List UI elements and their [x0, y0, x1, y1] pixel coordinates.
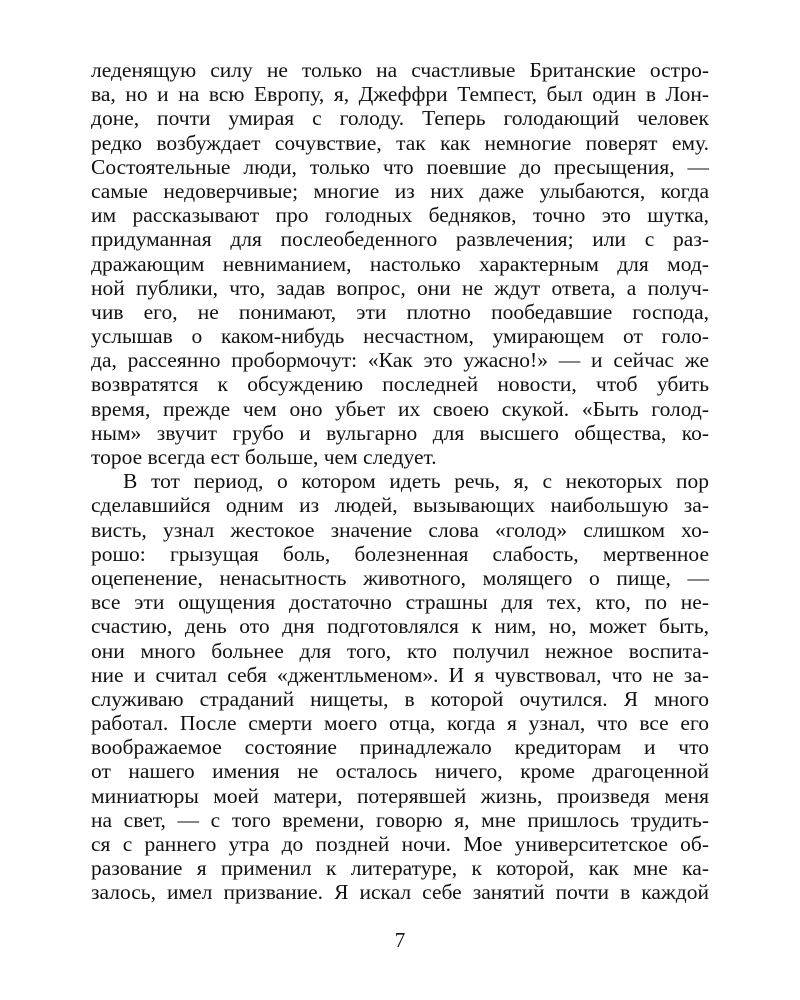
- text-line: миниатюры моей матери, потерявшей жизнь, произведя меня: [91, 783, 709, 808]
- text-line: доне, почти умирая с голоду. Теперь голодающий человек: [91, 106, 709, 131]
- text-line: возвратятся к обсуждению последней новости, чтоб убить: [91, 372, 709, 397]
- text-line: редко возбуждает сочувствие, так как немногие поверят ему.: [91, 130, 709, 155]
- page-number: 7: [394, 928, 406, 952]
- text-line: воображаемое состояние принадлежало кредиторам и что: [91, 735, 709, 760]
- text-line: рошо: грызущая боль, болезненная слабость, мертвенное: [91, 541, 709, 566]
- text-line: да, рассеянно пробормочут: «Как это ужасно!» — и сейчас же: [91, 348, 709, 373]
- text-line: время, прежде чем оно убьет их своею скукой. «Быть голод-: [91, 396, 709, 421]
- body-text: [91, 58, 709, 905]
- text-line: услышав о каком-нибудь несчастном, умирающем от голо-: [91, 324, 709, 349]
- text-line: придуманная для послеобеденного развлечения; или с раз-: [91, 227, 709, 252]
- text-line: леденящую силу не только на счастливые Британские остро-: [91, 58, 709, 82]
- paragraph-2: [91, 469, 709, 904]
- text-line: Состоятельные люди, только что поевшие до пресыщения, —: [91, 154, 709, 179]
- text-line: работал. После смерти моего отца, когда я узнал, что все его: [91, 711, 709, 736]
- text-line: все эти ощущения достаточно страшны для тех, кто, по не-: [91, 590, 709, 615]
- text-line: ся с раннего утра до поздней ночи. Мое университетское об-: [91, 832, 709, 856]
- text-line: от нашего имения не осталось ничего, кроме драгоценной: [91, 759, 709, 784]
- text-line: счастию, день ото дня подготовлялся к ним, но, может быть,: [91, 614, 709, 639]
- text-line: разование я применил к литературе, к которой, как мне ка-: [91, 856, 709, 881]
- text-line: торое всегда ест больше, чем следует.: [91, 445, 437, 469]
- text-line: В тот период, о котором идеть речь, я, с некоторых пор: [123, 469, 709, 494]
- text-line: ва, но и на всю Европу, я, Джеффри Темпест, был один в Лон-: [91, 82, 709, 107]
- paragraph-1: [91, 58, 709, 469]
- text-line: самые недоверчивые; многие из них даже улыбаются, когда: [91, 178, 709, 203]
- text-line: оцепенение, ненасытность животного, молящего о пище, —: [91, 565, 709, 590]
- text-line: на свет, — с того времени, говорю я, мне пришлось трудить-: [91, 807, 709, 832]
- text-line: чив его, не понимают, эти плотно пообедавшие господа,: [91, 299, 709, 324]
- text-line: дражающим невниманием, настолько характерным для мод-: [91, 251, 709, 276]
- text-line: залось, имел призвание. Я искал себе занятий почти в каждой: [91, 880, 709, 905]
- text-line: ным» звучит грубо и вульгарно для высшего общества, ко-: [91, 420, 709, 445]
- text-line: они много больнее для того, кто получил нежное воспита-: [91, 638, 709, 663]
- text-line: им рассказывают про голодных бедняков, точно это шутка,: [91, 203, 709, 228]
- text-line: висть, узнал жестокое значение слова «голод» слишком хо-: [91, 517, 709, 542]
- text-line: ной публики, что, задав вопрос, они не ждут ответа, а получ-: [91, 275, 709, 300]
- text-line: служиваю страданий нищеты, в которой очутился. Я много: [91, 686, 709, 711]
- text-line: ние и считал себя «джентльменом». И я чувствовал, что не за-: [91, 662, 709, 687]
- text-line: сделавшийся одним из людей, вызывающих наибольшую за-: [91, 493, 709, 518]
